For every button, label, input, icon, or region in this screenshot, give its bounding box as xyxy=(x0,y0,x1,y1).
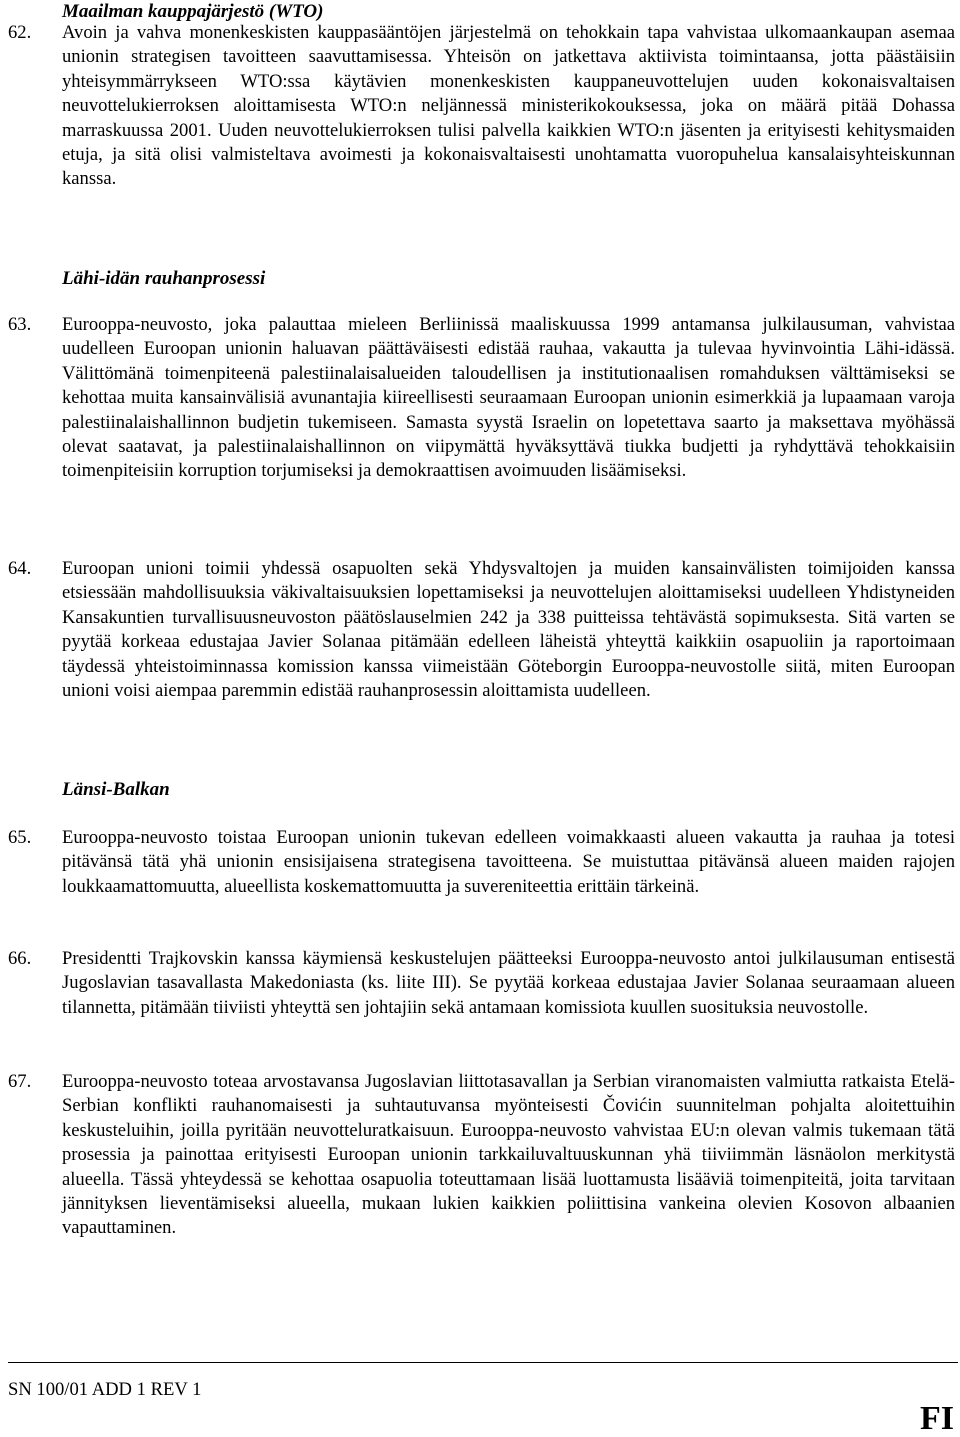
footer-divider xyxy=(8,1362,958,1363)
paragraph-number: 63. xyxy=(8,314,32,335)
paragraph-number: 66. xyxy=(8,948,32,969)
paragraph-number: 64. xyxy=(8,558,32,579)
paragraph-text: Eurooppa-neuvosto toistaa Euroopan unionin tukevan edelleen voimakkaasti alueen vakautta ja rauhaa ja totesi pitävänsä tätä yhä unionin ensisijaisena strategisena tavoitteena. Se muistuttaa pitävänsä alueen maiden rajojen loukkaamattomuutta, alueellista koskemattomuutta ja suvereniteettia erittäin tärkeinä. xyxy=(62,827,955,897)
paragraph-67 xyxy=(8,1070,955,1241)
paragraph-66 xyxy=(8,947,955,1020)
paragraph-number: 65. xyxy=(8,827,32,848)
paragraph-65 xyxy=(8,826,955,899)
footer-document-ref: SN 100/01 ADD 1 REV 1 xyxy=(8,1379,202,1400)
paragraph-text: Presidentti Trajkovskin kanssa käymiensä keskustelujen päätteeksi Eurooppa-neuvosto antoi julkilausuman entisestä Jugoslavian tasavallasta Makedoniasta (ks. liite III). Se pyytää korkeaa edustajaa Javier Solanaa seuraamaan alueen tilannetta, pitämään tiiviisti yhteyttä sen johtajiin sekä antamaan komissiota kuullen suosituksia neuvostolle. xyxy=(62,948,955,1018)
paragraph-number: 67. xyxy=(8,1071,32,1092)
paragraph-text: Euroopan unioni toimii yhdessä osapuolten sekä Yhdysvaltojen ja muiden kansainvälisten toimijoiden kanssa etsiessään mahdollisuuksia väkivaltaisuuksien lopettamiseksi ja neuvottelujen aloittamiseksi uudelleen Yhdistyneiden Kansakuntien turvallisuusneuvoston päätöslauselmien 242 ja 338 puitteissa tehtävästä sopimuksesta. Sitä varten se pyytää korkeaa edustajaa Javier Solanaa pitämään edelleen läheistä yhteyttä kaikkiin osapuoliin ja raportoimaan täydessä yhteistoiminnassa komission kanssa viimeistään Göteborgin Eurooppa-neuvostolle siitä, miten Euroopan unioni voisi aiempaa paremmin edistää rauhanprosessin aloittamista uudelleen. xyxy=(62,558,955,702)
section-heading-middle-east: Lähi-idän rauhanprosessi xyxy=(62,268,266,289)
footer-language-code: FI xyxy=(920,1400,954,1437)
section-heading-balkans: Länsi-Balkan xyxy=(62,779,170,800)
paragraph-63 xyxy=(8,313,955,484)
paragraph-number: 62. xyxy=(8,22,32,43)
section-heading-wto: Maailman kauppajärjestö (WTO) xyxy=(62,1,324,22)
paragraph-text: Eurooppa-neuvosto toteaa arvostavansa Jugoslavian liittotasavallan ja Serbian viranomaisten valmiutta ratkaista Etelä-Serbian konflikti rauhanomaisesti ja suhtautuvansa myönteisesti Čovićin suunnitelman pohjalta aloitettuihin keskusteluihin, joilla pyritään neuvotteluratkaisuun. Eurooppa-neuvosto vahvistaa EU:n olevan valmis tukemaan tätä prosessia ja painottaa erityisesti Euroopan unionin tarkkailuvaltuuskunnan yhä tiiviimmän läsnäolon merkitystä alueella. Tässä yhteydessä se kehottaa osapuolia toteuttamaan lisää luottamusta lisääviä toimenpiteitä, joita tarvitaan jännityksen lieventämiseksi alueella, mukaan lukien kaikkien poliittisina vankeina olevien Kosovon albaanien vapauttaminen. xyxy=(62,1071,955,1239)
paragraph-62 xyxy=(8,21,955,192)
paragraph-text: Avoin ja vahva monenkeskisten kauppasääntöjen järjestelmä on tehokkain tapa vahvistaa ulkomaankaupan asemaa unionin strategisen tavoitteen saavuttamisessa. Yhteisön on jatkettava aktiivista toimintaansa, jotta päästäisiin yhteisymmärrykseen WTO:ssa käytävien monenkeskisten kauppaneuvottelujen uuden kokonaisvaltaisen neuvottelukierroksen aloittamisesta WTO:n neljännessä ministerikokouksessa, joka on määrä pitää Dohassa marraskuussa 2001. Uuden neuvottelukierroksen tulisi palvella kaikkien WTO:n jäsenten ja erityisesti kehitysmaiden etuja, ja sitä olisi valmisteltava avoimesti ja kokonaisvaltaisesti unohtamatta vuoropuhelua kansalaisyhteiskunnan kanssa. xyxy=(62,22,955,190)
paragraph-text: Eurooppa-neuvosto, joka palauttaa mieleen Berliinissä maaliskuussa 1999 antamansa julkilausuman, vahvistaa uudelleen Euroopan unionin haluavan päättäväisesti edistää rauhaa, vakautta ja tulevaa hyvinvointia Lähi-idässä. Välittömänä toimenpiteenä palestiinalaisalueiden taloudellisen ja institutionaalisen romahduksen välttämiseksi se kehottaa muita kansainvälisiä avunantajia kiireellisesti seuraamaan Euroopan unionin esimerkkiä ja lupaamaan varoja palestiinalaishallinnon budjetin tukemiseen. Samasta syystä Israelin on lopetettava saarto ja maksettava myöhässä olevat saatavat, ja palestiinalaishallinnon on viipymättä hyväksyttävä tiukka budjetti ja ryhdyttävä tehokkaisiin toimenpiteisiin korruption torjumiseksi ja demokraattisen avoimuuden lisäämiseksi. xyxy=(62,314,955,482)
paragraph-64 xyxy=(8,557,955,703)
